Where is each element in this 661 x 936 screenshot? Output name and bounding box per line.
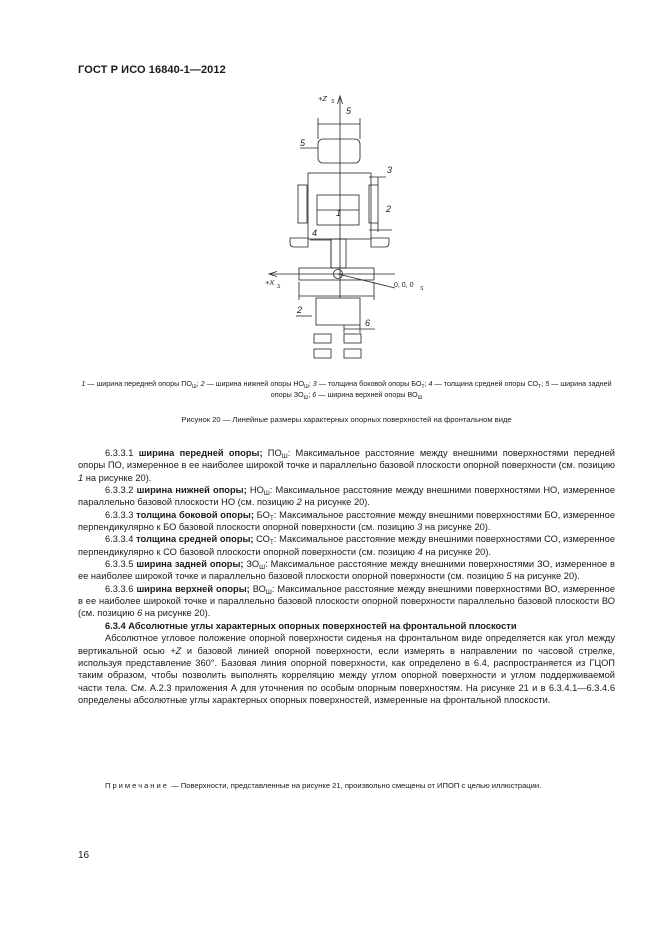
clause-symbol: ПО xyxy=(262,448,282,458)
legend-sub-5: Ш xyxy=(303,395,309,401)
clause-6-3-3-3 xyxy=(78,509,615,534)
left-side-support xyxy=(298,185,307,223)
right-side-support xyxy=(369,185,378,223)
clause-symbol: НО xyxy=(246,485,264,496)
legend-sub-3: Т xyxy=(421,384,425,390)
legend-text-2: — ширина нижней опоры НО xyxy=(204,379,305,388)
clause-definition-end: на рисунке 20). xyxy=(83,472,152,483)
legend-text-1: — ширина передней опоры ПО xyxy=(85,379,192,388)
clause-colon: : xyxy=(265,559,268,570)
legend-sub-1: Ш xyxy=(191,384,197,390)
clause-definition-end: на рисунке 20). xyxy=(511,571,580,582)
middle-support-shape xyxy=(331,239,346,268)
clause-position: 2 xyxy=(296,497,302,508)
foot-plate-2 xyxy=(344,334,361,343)
clause-definition: Максимальное расстояние между внешними поверхностями СО, измеренное перпендикулярно к СО базовой плоскости опорной поверхности (см. позицию xyxy=(78,534,616,557)
legend-num-6: 6 xyxy=(312,390,317,399)
legend-sub-2: Ш xyxy=(304,384,309,390)
figure-20-diagram xyxy=(260,86,440,368)
clause-symbol-sub: Ш xyxy=(259,564,266,572)
clause-symbol: ВО xyxy=(249,583,266,594)
clause-6-3-3-2 xyxy=(78,484,615,509)
x-axis-sub: S xyxy=(277,284,281,290)
note xyxy=(78,779,615,792)
document-header: ГОСТ Р ИСО 16840-1—2012 xyxy=(78,64,226,76)
clause-number: 6.3.3.4 xyxy=(105,534,134,545)
clause-6-3-3-6 xyxy=(78,583,615,620)
clause-colon: : xyxy=(287,448,291,458)
legend-sep: ; xyxy=(308,390,313,399)
label-2-lower: 2 xyxy=(297,305,303,315)
leg-support-shape xyxy=(316,298,360,325)
clause-number: 6.3.3.5 xyxy=(105,559,134,570)
clause-definition-end: на рисунке 20). xyxy=(422,546,491,557)
clause-number: 6.3.3.6 xyxy=(105,583,134,594)
clause-symbol-sub: Ш xyxy=(281,453,288,460)
foot-plate-1 xyxy=(314,334,331,343)
legend-num-3: 3 xyxy=(312,379,317,388)
section-heading-6-3-4 xyxy=(78,620,615,632)
clause-position: 1 xyxy=(78,472,84,483)
clause-term: ширина задней опоры; xyxy=(136,559,244,570)
clause-definition: Максимальное расстояние между внешними поверхностями БО, измеренное перпендикулярно к БО базовой плоскости опорной поверхности (см. позицию xyxy=(78,509,615,533)
clause-symbol-sub: Ш xyxy=(263,490,270,498)
legend-num-2: 2 xyxy=(200,379,205,388)
legend-text-6: — ширина верхней опоры ВО xyxy=(316,390,418,399)
paragraph-absolute-angles xyxy=(78,632,615,706)
clause-term: ширина нижней опоры; xyxy=(136,485,247,496)
clause-number: 6.3.3.1 xyxy=(105,448,134,458)
clause-position: 3 xyxy=(417,522,423,533)
label-1: 1 xyxy=(336,208,342,218)
back-support-shape xyxy=(318,139,360,163)
label-5-top: 5 xyxy=(346,106,352,116)
clause-position: 5 xyxy=(506,571,512,582)
paragraph-text-1: Абсолютное угловое положение опорной поверхности сиденья на фронтальном виде определяется как угол между вертикальной осью xyxy=(78,633,615,656)
legend-sub-4: Т xyxy=(538,384,542,390)
clause-position: 6 xyxy=(136,608,143,619)
x-axis-label: +X xyxy=(265,278,275,287)
legend-sep: ; xyxy=(196,379,201,388)
clause-term: ширина передней опоры; xyxy=(138,448,263,458)
legend-text-5: — ширина задней опоры ЗО xyxy=(270,379,612,399)
legend-text-4: — толщина средней опоры СО xyxy=(432,379,539,388)
clause-colon: : xyxy=(269,485,273,496)
clause-definition-end: на рисунке 20). xyxy=(422,522,491,533)
label-5-left: 5 xyxy=(300,138,306,148)
clause-definition: Максимальное расстояние между внешними поверхностями ЗО, измеренное в ее наиболее широкой точке и параллельно базовой плоскости опорной поверхности (см. позицию xyxy=(78,559,615,582)
legend-text-3: — толщина боковой опоры БО xyxy=(316,379,422,388)
z-axis-label: +Z xyxy=(318,94,327,103)
origin-sub: S xyxy=(420,286,424,292)
clause-position: 4 xyxy=(417,546,423,557)
label-3: 3 xyxy=(387,165,393,175)
label-2-upper: 2 xyxy=(386,204,392,214)
clause-6-3-3-1 xyxy=(78,447,615,484)
label-6: 6 xyxy=(365,318,371,328)
clause-definition: Максимальное расстояние между внешними поверхностями НО, измеренное параллельно базовой плоскости НО (см. позицию xyxy=(78,485,616,508)
legend-num-4: 4 xyxy=(428,379,433,388)
clause-symbol: БО xyxy=(253,509,270,520)
figure-caption: Рисунок 20 — Линейные размеры характерных опорных поверхностей на фронтальном виде xyxy=(181,415,512,424)
clause-6-3-3-4 xyxy=(78,533,615,558)
clause-term: толщина средней опоры; xyxy=(136,534,254,545)
clause-symbol: ЗО xyxy=(243,559,260,570)
clause-number: 6.3.3.2 xyxy=(105,485,134,496)
foot-plate-4 xyxy=(344,349,361,358)
clause-symbol-sub: Т xyxy=(269,539,274,547)
clause-number: 6.3.3.3 xyxy=(105,509,134,520)
clause-definition: Максимальное расстояние между внешними поверхностями передней опоры ПО, измеренное в ее наиболее широкой точке и параллельно базовой плоскости опорной поверхности (см. позицию xyxy=(78,448,615,471)
clause-symbol-sub: Ш xyxy=(265,588,272,596)
legend-num-5: 5 xyxy=(545,379,550,388)
clause-colon: : xyxy=(273,534,277,545)
left-arm-support xyxy=(290,238,308,247)
clause-definition: Максимальное расстояние между внешними поверхностями ВО, измеренное в ее наиболее широкой точке и параллельно базовой плоскости опорной поверхности параллельно базовой плоскости ВО (см. позицию xyxy=(78,583,615,619)
paragraph-axis: +Z xyxy=(170,645,182,656)
clause-colon: : xyxy=(273,509,277,520)
clause-symbol-sub: Т xyxy=(269,514,274,522)
z-axis-sub: S xyxy=(331,99,335,105)
clause-definition-end: на рисунке 20). xyxy=(142,608,211,619)
torso-shape xyxy=(308,173,371,239)
clause-term: толщина боковой опоры; xyxy=(136,509,254,520)
clause-term: ширина верхней опоры; xyxy=(136,583,250,594)
legend-num-1: 1 xyxy=(81,379,86,388)
note-label: Примечание xyxy=(105,781,169,790)
foot-plate-3 xyxy=(314,349,331,358)
figure-legend xyxy=(78,378,615,400)
legend-sep: ; xyxy=(308,379,313,388)
legend-sep: ; xyxy=(541,379,546,388)
section-heading: 6.3.4 Абсолютные углы характерных опорных поверхностей на фронтальной плоскости xyxy=(105,620,517,631)
paragraph-text-2: и базовой линией опорной поверхности, если измерять в направлении по часовой стрелке, используя представление 360°. Базовая линия опорной поверхности, как определено в 6.4, распространяется из ГЦОП таким образом, чтобы позволить выполнять корреляцию между углом опорной поверхности и углом поддерживаемой части тела. См. А.2.3 приложения А для уточнения по особым опорным поверхностям. На рисунке 21 и в 6.3.4.1—6.3.4.6 определены абсолютные углы характерных опорных поверхностей, измеренные на фронтальной плоскости. xyxy=(78,645,616,705)
origin-label: 0, 0, 0 xyxy=(394,282,414,289)
legend-sep: ; xyxy=(424,379,429,388)
clause-symbol: СО xyxy=(253,534,270,545)
clause-definition-end: на рисунке 20). xyxy=(301,497,370,508)
legend-sub-6: Ш xyxy=(417,395,423,401)
clause-colon: : xyxy=(271,583,275,594)
right-arm-support xyxy=(371,238,389,247)
clause-6-3-3-5 xyxy=(78,558,615,583)
page-number: 16 xyxy=(78,850,90,861)
note-text: — Поверхности, представленные на рисунке 21, произвольно смещены от ИПОП с целью иллюстрации. xyxy=(168,781,542,790)
body-text xyxy=(78,447,615,706)
label-4: 4 xyxy=(312,228,318,238)
